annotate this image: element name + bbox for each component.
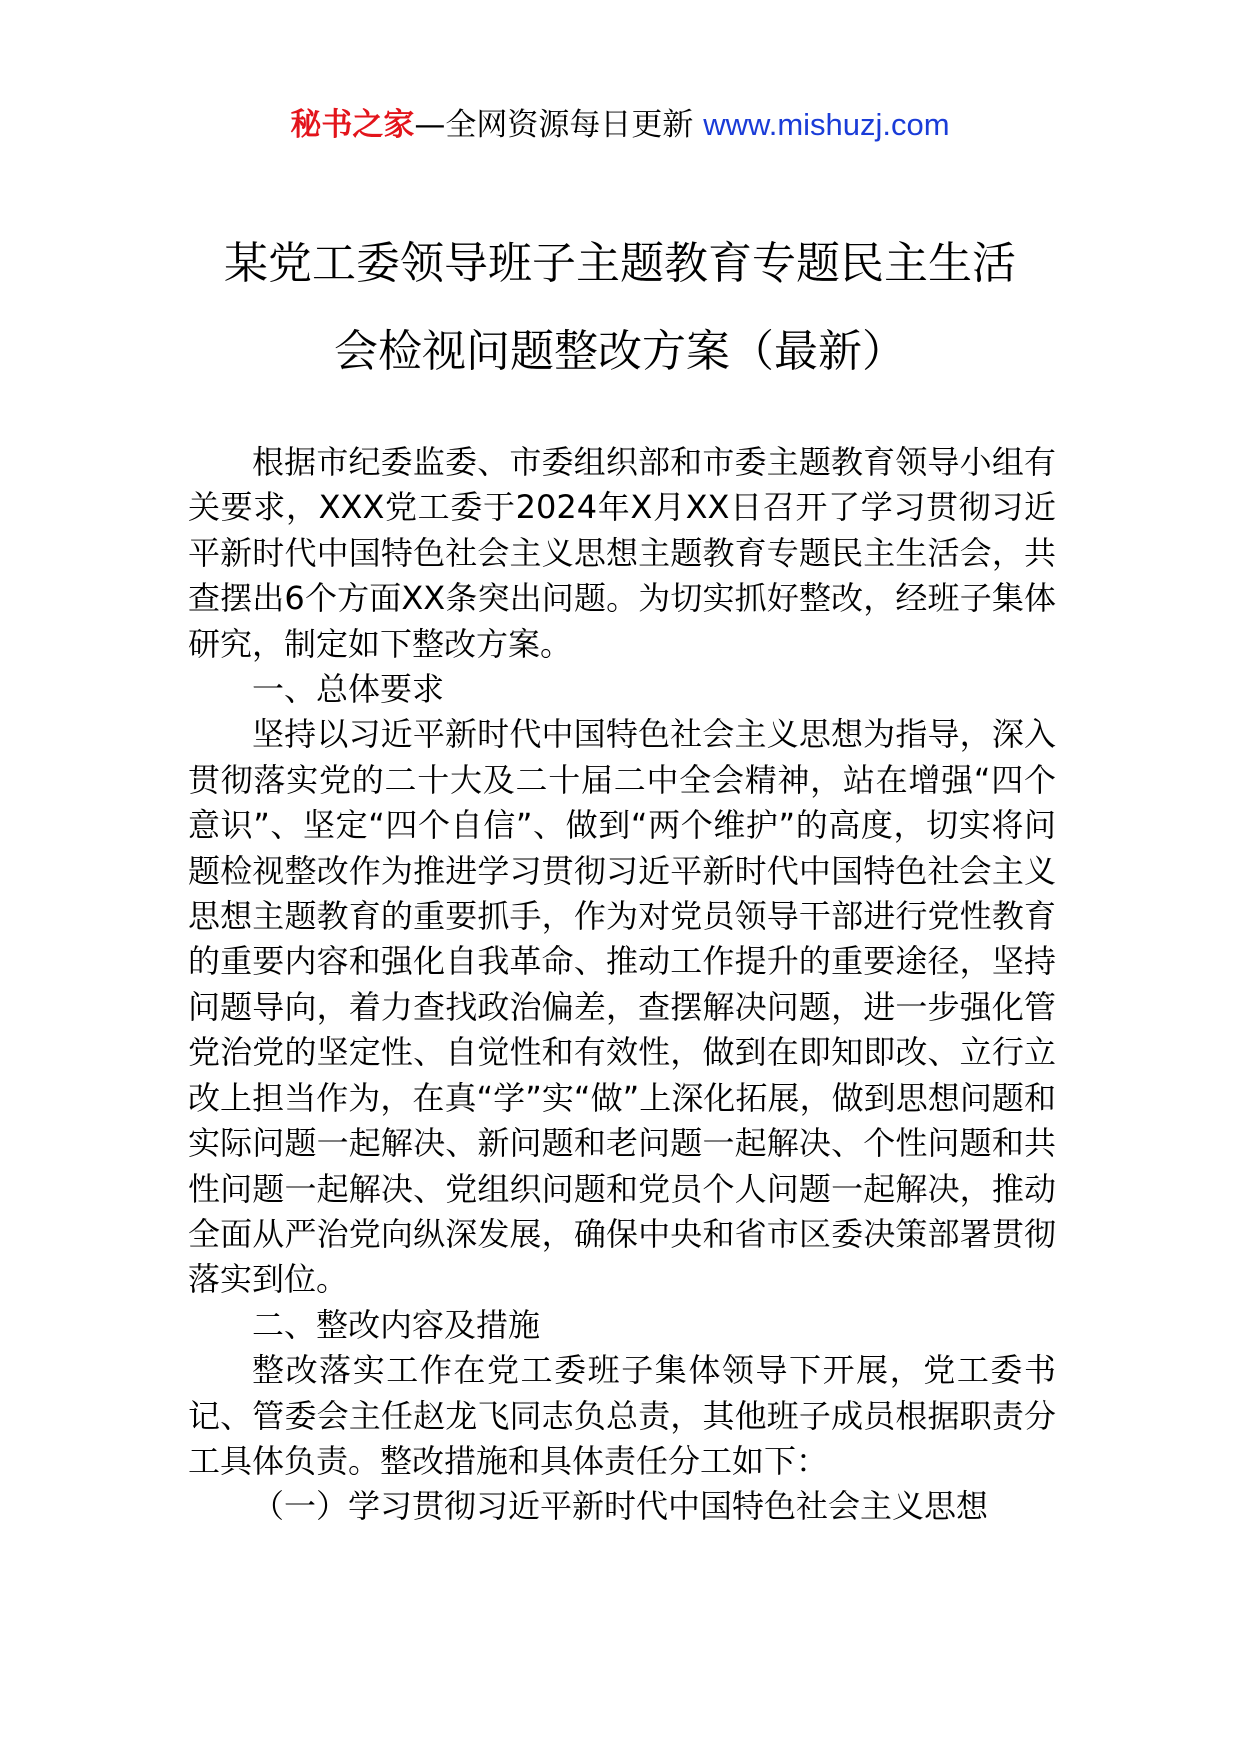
document-title-line-2: 会检视问题整改方案（最新） bbox=[334, 326, 906, 377]
site-header bbox=[0, 100, 1240, 150]
site-tagline: —全网资源每日更新 bbox=[414, 107, 694, 143]
site-url-link[interactable]: www.mishuzj.com bbox=[703, 107, 950, 142]
general-requirements-paragraph: 坚持以习近平新时代中国特色社会主义思想为指导，深入贯彻落实党的二十大及二十届二中全会精神，站在增强“四个意识”、坚定“四个自信”、做到“两个维护”的高度，切实将问题检视整改作为推进学习贯彻习近平新时代中国特色社会主义思想主题教育的重要抓手，作为对党员领导干部进行党性教育的重要内容和强化自我革命、推动工作提升的重要途径，坚持问题导向，着力查找政治偏差，查摆解决问题，进一步强化管党治党的坚定性、自觉性和有效性，做到在即知即改、立行立改上担当作为，在真“学”实“做”上深化拓展，做到思想问题和实际问题一起解决、新问题和老问题一起解决、个性问题和共性问题一起解决、党组织问题和党员个人问题一起解决，推动全面从严治党向纵深发展，确保中央和省市区委决策部署贯彻落实到位。 bbox=[188, 715, 1056, 1299]
section-heading-rectification-measures: 二、整改内容及措施 bbox=[252, 1305, 541, 1344]
document-body bbox=[188, 440, 1056, 1530]
subsection-heading-study: （一）学习贯彻习近平新时代中国特色社会主义思想 bbox=[252, 1487, 989, 1526]
site-brand: 秘书之家 bbox=[290, 107, 415, 143]
document-title-line-1: 某党工委领导班子主题教育专题民主生活 bbox=[224, 238, 1016, 289]
intro-paragraph: 根据市纪委监委、市委组织部和市委主题教育领导小组有关要求，XXX党工委于2024年X月XX日召开了学习贯彻习近平新时代中国特色社会主义思想主题教育专题民主生活会，共查摆出6个方面XX条突出问题。为切实抓好整改，经班子集体研究，制定如下整改方案。 bbox=[188, 443, 1056, 663]
section-heading-general-requirements: 一、总体要求 bbox=[252, 670, 445, 709]
rectification-measures-paragraph: 整改落实工作在党工委班子集体领导下开展，党工委书记、管委会主任赵龙飞同志负总责，其他班子成员根据职责分工具体负责。整改措施和具体责任分工如下： bbox=[188, 1351, 1056, 1480]
